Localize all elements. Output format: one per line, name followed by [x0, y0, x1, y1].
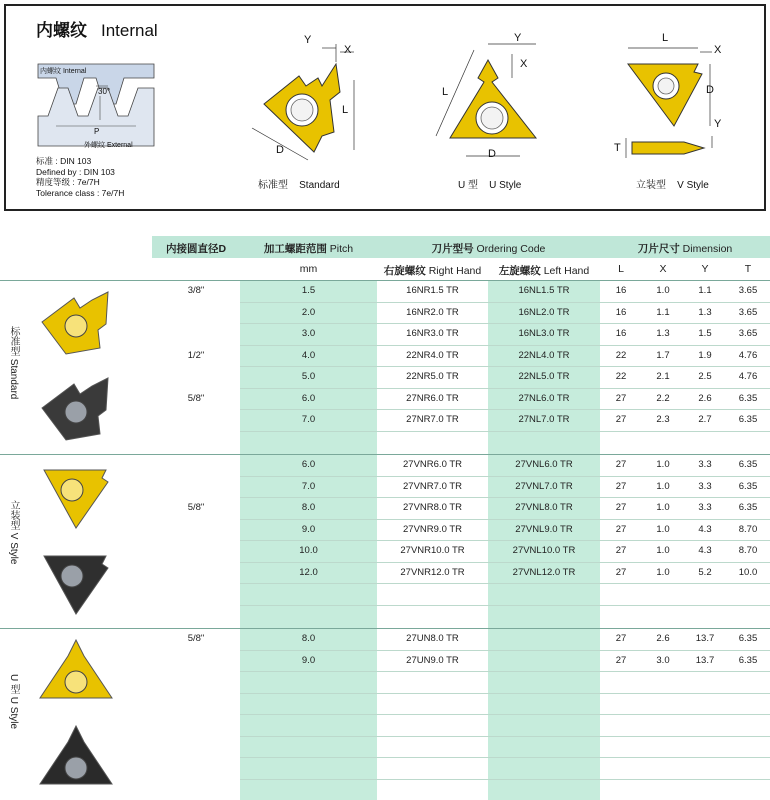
row-divider — [240, 736, 770, 737]
cell-Y: 2.5 — [698, 371, 712, 382]
dim-d-label: D — [706, 84, 714, 96]
dim-d-label: D — [488, 148, 496, 160]
bore-header-text: 内接圆直径D — [165, 243, 227, 255]
dim-y-header: Y — [701, 263, 709, 275]
spec-line: 精度等级 : 7e/7H — [36, 177, 100, 187]
cell-L: 16 — [615, 285, 627, 296]
cell-right: 27VNR9.0 TR — [403, 523, 462, 535]
cell-Y: 1.5 — [698, 328, 712, 339]
dark-insert-photo — [36, 722, 116, 792]
cell-L: 22 — [615, 371, 627, 382]
row-divider — [240, 345, 770, 346]
cell-Y: 4.3 — [698, 545, 712, 556]
cell-left: 27VNL9.0 TR — [515, 523, 573, 535]
dim-x-header: X — [659, 263, 667, 275]
cell-L: 27 — [615, 414, 627, 425]
cell-X: 1.0 — [656, 459, 670, 470]
caption-cn: 标准型 — [258, 180, 288, 191]
v-style-insert-figure — [614, 30, 734, 170]
cell-pitch: 7.0 — [301, 414, 316, 425]
cell-pitch: 1.5 — [301, 285, 316, 296]
v-style-caption — [636, 176, 709, 191]
group-divider — [0, 628, 770, 629]
cell-Y: 1.1 — [698, 285, 712, 296]
gold-insert-photo — [36, 462, 116, 532]
cell-T: 4.76 — [738, 371, 758, 382]
cell-T: 6.35 — [738, 654, 758, 666]
title-en: Internal — [101, 21, 158, 40]
cell-left: 22NL4.0 TR — [518, 349, 570, 361]
insert-style-label: U 型 U Style — [8, 674, 19, 730]
u-style-caption — [458, 176, 521, 191]
cell-T: 6.35 — [738, 414, 758, 425]
ordering-header-en: Ordering Code — [476, 243, 546, 255]
cell-Y: 1.9 — [698, 349, 712, 361]
cell-right: 27VNR10.0 TR — [400, 545, 465, 556]
cell-pitch: 6.0 — [301, 459, 316, 470]
cell-T: 3.65 — [738, 285, 758, 296]
dim-y-label: Y — [514, 32, 522, 44]
cell-left: 27VNL8.0 TR — [515, 502, 573, 513]
cell-pitch: 7.0 — [301, 480, 316, 492]
caption-cn: 立装型 — [636, 180, 666, 191]
cell-X: 1.0 — [656, 285, 670, 296]
cell-X: 3.0 — [656, 654, 670, 666]
row-divider — [240, 779, 770, 780]
dim-x-label: X — [714, 44, 722, 56]
dim-d-label: D — [276, 144, 284, 156]
row-divider — [240, 671, 770, 672]
gold-insert-photo — [36, 636, 116, 706]
cell-Y: 13.7 — [695, 633, 715, 644]
row-divider — [240, 540, 770, 541]
spec-line: 标准 : DIN 103 — [36, 156, 92, 166]
cell-pitch: 4.0 — [301, 349, 316, 361]
cell-pitch: 9.0 — [301, 654, 316, 666]
cell-T: 6.35 — [738, 459, 758, 470]
caption-en: U Style — [489, 180, 522, 191]
right-hand-header — [377, 263, 488, 278]
cell-Y: 1.3 — [698, 306, 712, 318]
dim-x-label: X — [344, 44, 352, 56]
cell-T: 3.65 — [738, 328, 758, 339]
cell-left: 27VNL7.0 TR — [515, 480, 573, 492]
dimension-header-cn: 刀片尺寸 — [637, 243, 680, 255]
dim-l-label: L — [442, 86, 449, 98]
cell-X: 2.1 — [656, 371, 670, 382]
cell-left: 27VNL6.0 TR — [515, 459, 573, 470]
cell-X: 1.0 — [656, 545, 670, 556]
gold-insert-photo — [36, 288, 116, 358]
cell-L: 27 — [615, 566, 627, 578]
cell-X: 1.3 — [656, 328, 670, 339]
dim-l-label: L — [342, 104, 349, 116]
left-hand-cn: 左旋螺纹 — [498, 265, 541, 277]
cell-X: 2.6 — [656, 633, 670, 644]
cell-L: 27 — [615, 502, 627, 513]
cell-left: 16NL3.0 TR — [518, 328, 570, 339]
dim-x-label: X — [520, 58, 528, 70]
cell-T: 4.76 — [738, 349, 758, 361]
standard-caption — [258, 176, 340, 191]
spec-line: Defined by : DIN 103 — [36, 166, 115, 177]
group-divider — [0, 280, 770, 281]
cell-bore: 3/8" — [187, 285, 205, 296]
spec-line: Tolerance class : 7e/7H — [36, 187, 125, 198]
cell-right: 16NR3.0 TR — [406, 328, 459, 339]
cell-right: 27UN8.0 TR — [406, 633, 459, 644]
external-label: 外螺纹 External — [84, 142, 133, 149]
row-divider — [240, 323, 770, 324]
cell-T: 6.35 — [738, 480, 758, 492]
cell-pitch: 6.0 — [301, 392, 316, 404]
cell-L: 27 — [615, 480, 627, 492]
insert-table — [0, 236, 770, 800]
cell-right: 22NR4.0 TR — [406, 349, 459, 361]
caption-cn: U 型 — [458, 180, 478, 191]
insert-hole — [65, 671, 87, 693]
row-divider — [240, 388, 770, 389]
spec-block — [36, 156, 124, 198]
thread-angle-label: 30° — [98, 87, 111, 96]
cell-X: 1.0 — [656, 502, 670, 513]
cell-pitch: 9.0 — [301, 523, 316, 535]
row-divider — [240, 476, 770, 477]
pitch-header-en: Pitch — [329, 243, 354, 255]
internal-label: 内螺纹 Internal — [40, 68, 87, 75]
cell-T: 6.35 — [738, 392, 758, 404]
cell-Y: 2.6 — [698, 392, 712, 404]
cell-L: 27 — [615, 545, 627, 556]
cell-right: 16NR1.5 TR — [406, 285, 459, 296]
insert-hole — [65, 757, 87, 779]
u-style-insert-figure — [426, 30, 556, 170]
cell-pitch: 5.0 — [301, 371, 316, 382]
cell-Y: 5.2 — [698, 566, 712, 578]
cell-left: 22NL5.0 TR — [518, 371, 570, 382]
cell-right: 27VNR6.0 TR — [403, 459, 462, 470]
cell-X: 1.0 — [656, 523, 670, 535]
caption-en: V Style — [677, 180, 709, 191]
pitch-unit-header: mm — [299, 263, 318, 275]
cell-X: 1.1 — [656, 306, 670, 318]
ordering-header — [377, 241, 600, 256]
cell-left: 27NL6.0 TR — [518, 392, 570, 404]
thread-info-panel — [4, 4, 766, 211]
cell-Y: 4.3 — [698, 523, 712, 535]
cell-right: 27VNR8.0 TR — [403, 502, 462, 513]
cell-right: 27UN9.0 TR — [406, 654, 459, 666]
insert-style-label: 立装型 V Style — [8, 500, 19, 565]
cell-L: 16 — [615, 328, 627, 339]
cell-left: 16NL2.0 TR — [518, 306, 570, 318]
dim-t-header: T — [744, 263, 752, 275]
cell-bore: 1/2" — [187, 349, 205, 361]
row-divider — [240, 562, 770, 563]
standard-insert-svg — [244, 32, 374, 172]
cell-X: 2.3 — [656, 414, 670, 425]
cell-T: 8.70 — [738, 545, 758, 556]
dim-l-label: L — [662, 32, 669, 44]
ordering-header-cn: 刀片型号 — [431, 243, 474, 255]
cell-L: 27 — [615, 633, 627, 644]
cell-pitch: 3.0 — [301, 328, 316, 339]
row-divider — [240, 519, 770, 520]
cell-L: 27 — [615, 459, 627, 470]
cell-pitch: 8.0 — [301, 633, 316, 644]
right-hand-en: Right Hand — [428, 265, 482, 277]
cell-T: 10.0 — [738, 566, 758, 578]
caption-en: Standard — [299, 180, 340, 191]
cell-bore: 5/8" — [187, 502, 205, 513]
row-divider — [240, 693, 770, 694]
cell-X: 1.0 — [656, 480, 670, 492]
cell-right: 27VNR7.0 TR — [403, 480, 462, 492]
insert-hole — [65, 315, 87, 337]
page-title — [36, 16, 158, 41]
row-divider — [240, 366, 770, 367]
dim-y-label: Y — [714, 118, 722, 130]
cell-right: 16NR2.0 TR — [406, 306, 459, 318]
row-divider — [240, 605, 770, 606]
standard-insert-figure — [244, 32, 374, 172]
cell-left: 27NL7.0 TR — [518, 414, 570, 425]
cell-T: 6.35 — [738, 633, 758, 644]
cell-right: 27NR7.0 TR — [406, 414, 459, 425]
row-divider — [240, 409, 770, 410]
cell-T: 3.65 — [738, 306, 758, 318]
pitch-header-cn: 加工螺距范围 — [263, 243, 327, 255]
cell-L: 27 — [615, 392, 627, 404]
cell-pitch: 10.0 — [299, 545, 318, 556]
dim-y-label: Y — [304, 34, 312, 46]
cell-T: 6.35 — [738, 502, 758, 513]
cell-Y: 13.7 — [695, 654, 715, 666]
dimension-header-en: Dimension — [682, 243, 733, 255]
bore-header — [152, 241, 240, 256]
cell-pitch: 8.0 — [301, 502, 316, 513]
cell-X: 2.2 — [656, 392, 670, 404]
insert-hole — [61, 479, 83, 501]
thread-profile-diagram — [36, 56, 156, 151]
row-divider — [240, 431, 770, 432]
cell-L: 27 — [615, 523, 627, 535]
cell-X: 1.0 — [656, 566, 670, 578]
insert-style-label: 标准型 Standard — [8, 326, 19, 400]
row-divider — [240, 497, 770, 498]
cell-bore: 5/8" — [187, 392, 205, 404]
cell-Y: 3.3 — [698, 459, 712, 470]
dark-insert-photo — [36, 548, 116, 618]
dimension-header — [600, 241, 770, 256]
cell-right: 22NR5.0 TR — [406, 371, 459, 382]
dim-l-header: L — [618, 263, 624, 275]
row-divider — [240, 302, 770, 303]
dim-t-label: T — [614, 142, 621, 154]
cell-Y: 3.3 — [698, 480, 712, 492]
cell-left: 27VNL12.0 TR — [512, 566, 576, 578]
cell-right: 27VNR12.0 TR — [400, 566, 465, 578]
right-hand-cn: 右旋螺纹 — [383, 265, 426, 277]
row-divider — [240, 757, 770, 758]
cell-L: 27 — [615, 654, 627, 666]
cell-left: 27VNL10.0 TR — [512, 545, 576, 556]
cell-X: 1.7 — [656, 349, 670, 361]
row-divider — [240, 583, 770, 584]
pitch-header — [240, 241, 377, 256]
pitch-label: P — [94, 127, 100, 136]
cell-L: 22 — [615, 349, 627, 361]
row-divider — [240, 650, 770, 651]
cell-Y: 3.3 — [698, 502, 712, 513]
cell-bore: 5/8" — [187, 633, 205, 644]
cell-pitch: 2.0 — [301, 306, 316, 318]
cell-left: 16NL1.5 TR — [518, 285, 570, 296]
insert-hole — [65, 401, 87, 423]
insert-hole — [61, 565, 83, 587]
cell-T: 8.70 — [738, 523, 758, 535]
dark-insert-photo — [36, 374, 116, 444]
left-hand-header — [488, 263, 600, 278]
group-divider — [0, 454, 770, 455]
cell-right: 27NR6.0 TR — [406, 392, 459, 404]
left-hand-en: Left Hand — [543, 265, 590, 277]
cell-Y: 2.7 — [698, 414, 712, 425]
cell-L: 16 — [615, 306, 627, 318]
row-divider — [240, 714, 770, 715]
title-cn: 内螺纹 — [36, 21, 87, 40]
cell-pitch: 12.0 — [299, 566, 318, 578]
